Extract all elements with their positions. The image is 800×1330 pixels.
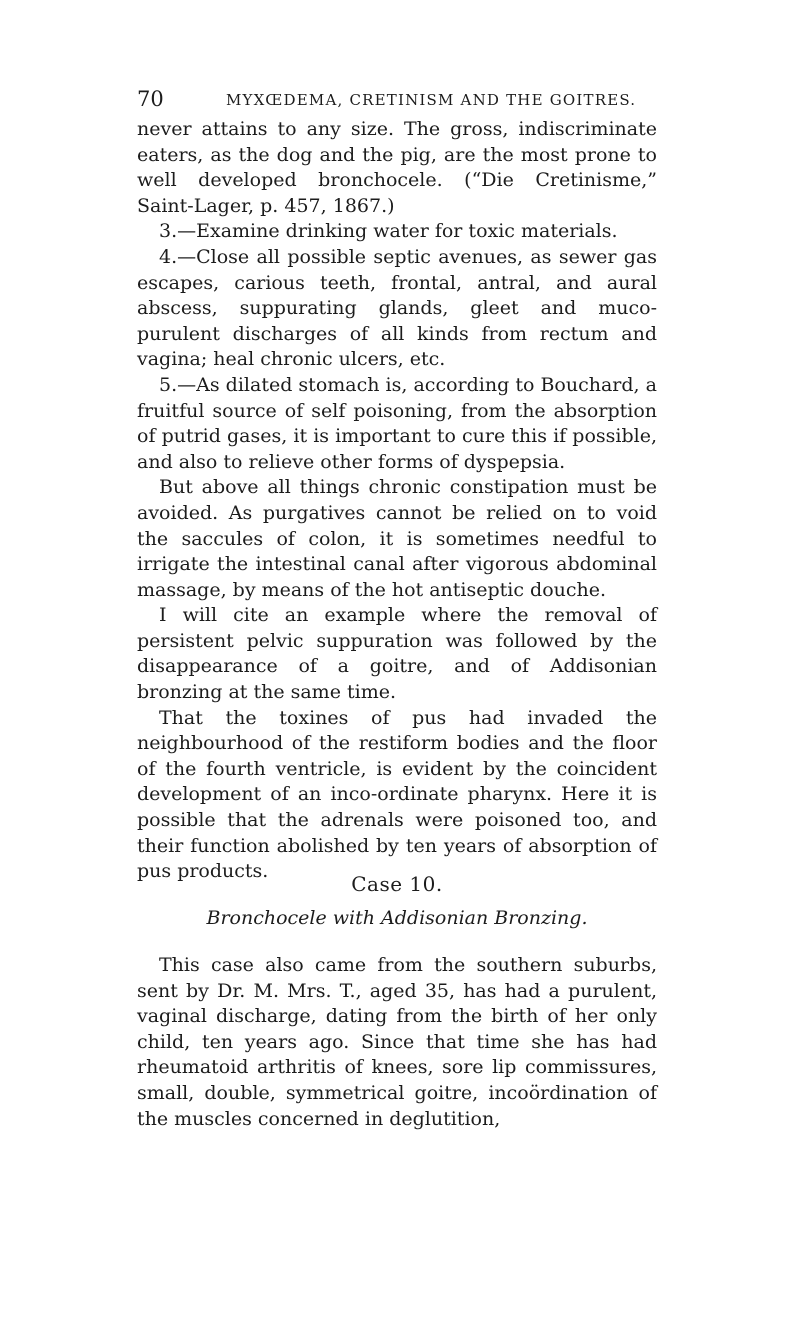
running-title: MYXŒDEMA, CRETINISM AND THE GOITRES. — [226, 91, 637, 109]
paragraph: 4.—Close all possible septic avenues, as sewer gas escapes, carious teeth, frontal, antral, and aural abscess, suppurating glands, gleet and muco-purulent discharges of all kinds from rectum and vagina; heal chronic ulcers, etc. — [137, 245, 657, 371]
paragraph: But above all things chronic constipation must be avoided. As purgatives cannot be relied on to void the saccules of colon, it is sometimes needful to irrigate the intestinal canal after vigorous abdominal massage, by means of the hot antiseptic douche. — [137, 476, 657, 601]
paragraph: That the toxines of pus had invaded the neighbourhood of the restiform bodies and the floor of the fourth ventricle, is evident by the coincident development of an inco-ordinate pharynx. Here it is possible that the adrenals were poisoned too, and their function abolished by ten years of absorption of pus products. — [137, 706, 657, 883]
paragraph: never attains to any size. The gross, indiscriminate eaters, as the dog and the pig, are the most prone to well developed bronchocele. (“Die Cretinisme,” Saint-Lager, p. 457, 1867.) — [137, 118, 657, 217]
page-number: 70 — [137, 87, 164, 111]
paragraph: I will cite an example where the removal of persistent pelvic suppuration was followed by the disappearance of a goitre, and of Addisonian bronzing at the same time. — [137, 604, 657, 704]
case-heading: Case 10. — [351, 872, 443, 896]
paragraph: This case also came from the southern suburbs, sent by Dr. M. Mrs. T., aged 35, has had a purulent, vaginal discharge, dating from the birth of her only child, ten years ago. Since that time she has had rheumatoid arthritis of knees, sore lip commissures, small, double, symmetrical goitre, incoördination of the muscles concerned in deglutition, — [137, 954, 657, 1130]
running-head — [137, 84, 657, 114]
body-text-lower — [137, 953, 657, 1132]
paragraph: 3.—Examine drinking water for toxic materials. — [159, 220, 618, 243]
case-subtitle: Bronchocele with Addisonian Bronzing. — [206, 907, 588, 929]
body-text-upper — [137, 117, 657, 885]
paragraph: 5.—As dilated stomach is, according to Bouchard, a fruitful source of self poisoning, from the absorption of putrid gases, it is important to cure this if possible, and also to relieve other forms of dyspepsia. — [137, 373, 657, 473]
